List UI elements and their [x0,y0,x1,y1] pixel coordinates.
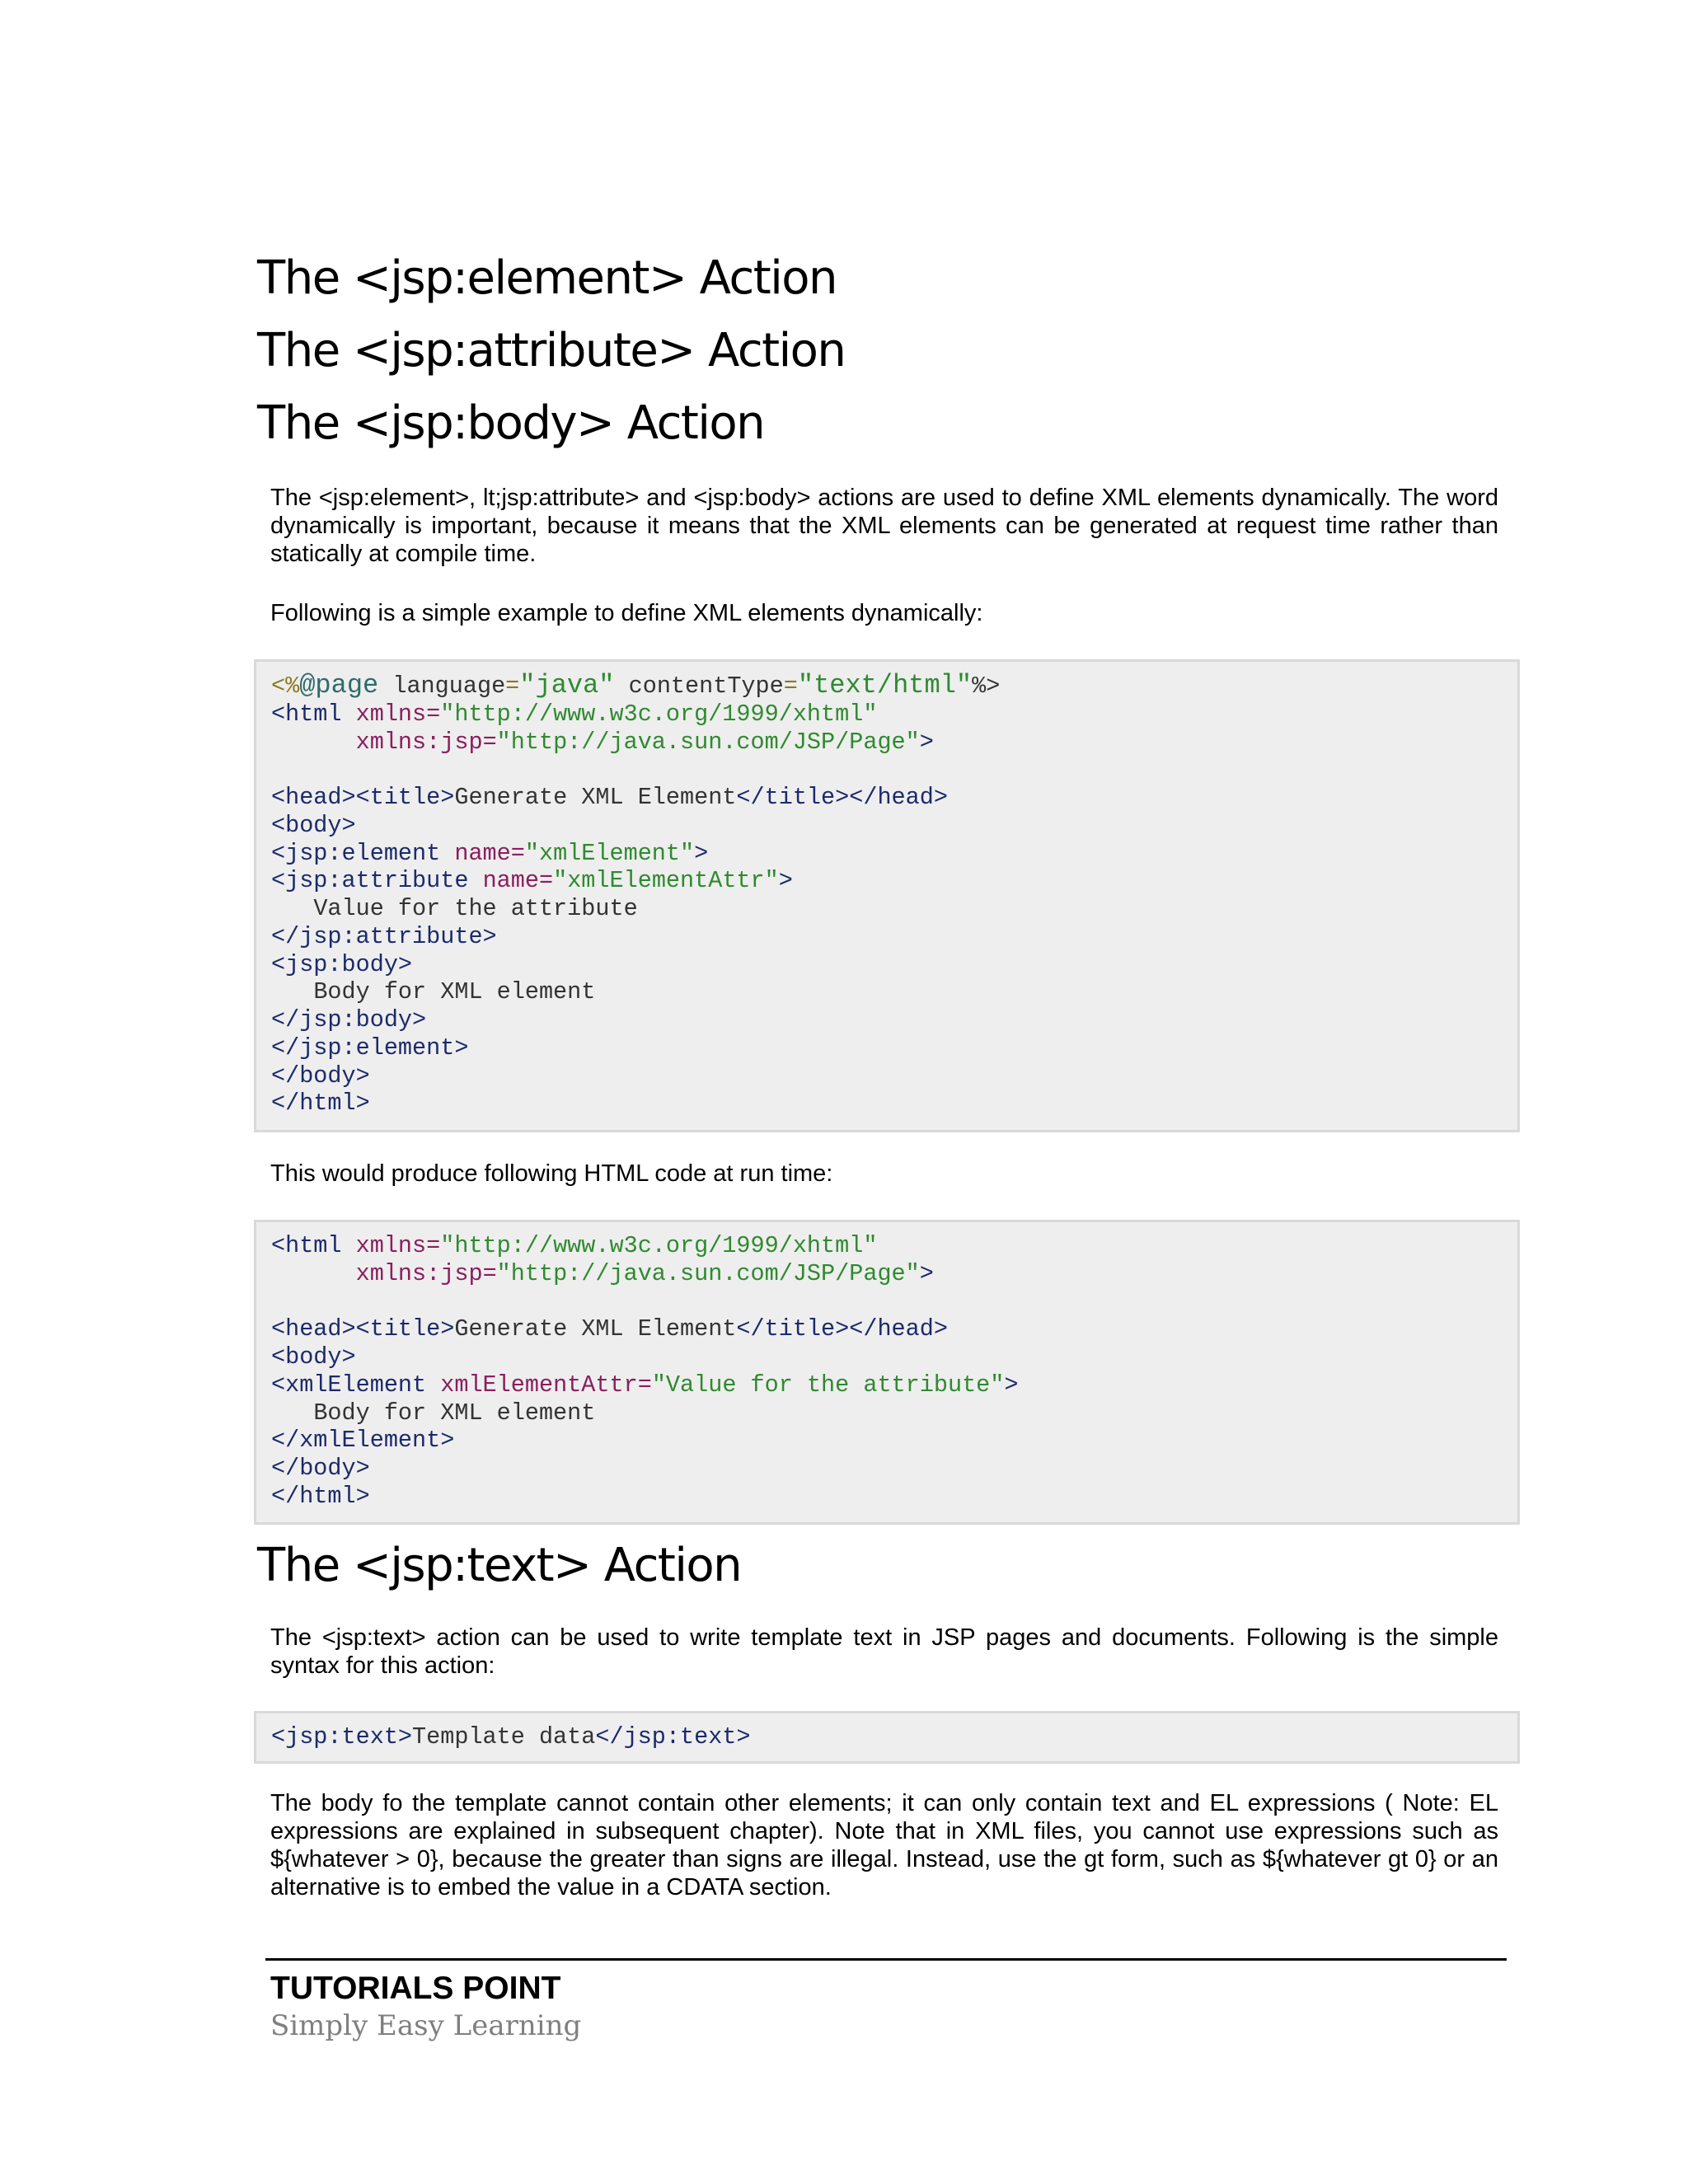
intro-paragraph: The <jsp:element>, lt;jsp:attribute> and <jsp:body> actions are used to define XML elements dynamically. The word dynamically is important, because it means that the XML elements can be generated at request time rather than statically at compile time. [270,485,1498,567]
example-code-block [254,659,1520,1132]
example-lead-paragraph: Following is a simple example to define XML elements dynamically: [270,600,983,626]
heading-jsp-text: The <jsp:text> Action [257,1539,742,1592]
heading-jsp-attribute: The <jsp:attribute> Action [257,324,846,377]
footer-divider [265,1958,1507,1961]
footer-title: TUTORIALS POINT [270,1971,561,2006]
syntax-code-block [254,1711,1520,1764]
syntax-code: <jsp:text>Template data</jsp:text> [271,1723,751,1750]
heading-jsp-element: The <jsp:element> Action [257,251,837,305]
footer-subtitle: Simply Easy Learning [270,2009,582,2042]
text-body-paragraph: The body fo the template cannot contain other elements; it can only contain text and EL expressions ( Note: EL expressions are explained in subsequent chapter). Note that in XML files, you cannot use expressions such as ${whatever > 0}, because the greater than signs are illegal. Instead, use the gt form, such as ${whatever gt 0} or an alternative is to embed the value in a CDATA section. [270,1790,1498,1900]
output-code-block [254,1220,1520,1525]
output-code: <html xmlns="http://www.w3c.org/1999/xhtml" xmlns:jsp="http://java.sun.com/JSP/Page"> <head><title>Generate XML Element</title></head> <body> <xmlElement xmlElementAttr="Value for the attribute"> Body for XML element </xmlElement> </body> </html> [271,1232,1019,1510]
heading-jsp-body: The <jsp:body> Action [257,396,765,450]
text-intro-paragraph: The <jsp:text> action can be used to write template text in JSP pages and documents. Following is the simple syntax for this action: [270,1624,1498,1679]
example-code: <%@page language="java" contentType="text/html"%> <html xmlns="http://www.w3c.org/1999/xhtml" xmlns:jsp="http://java.sun.com/JSP/Page"> <head><title>Generate XML Element</title></head> <body> <jsp:element name="xmlElement"> <jsp:attribute name="xmlElementAttr"> Value for the attribute </jsp:attribute> <jsp:body> Body for XML element </jsp:body> </jsp:element> </body> </html> [271,670,1001,1118]
output-lead-paragraph: This would produce following HTML code at run time: [270,1160,833,1187]
